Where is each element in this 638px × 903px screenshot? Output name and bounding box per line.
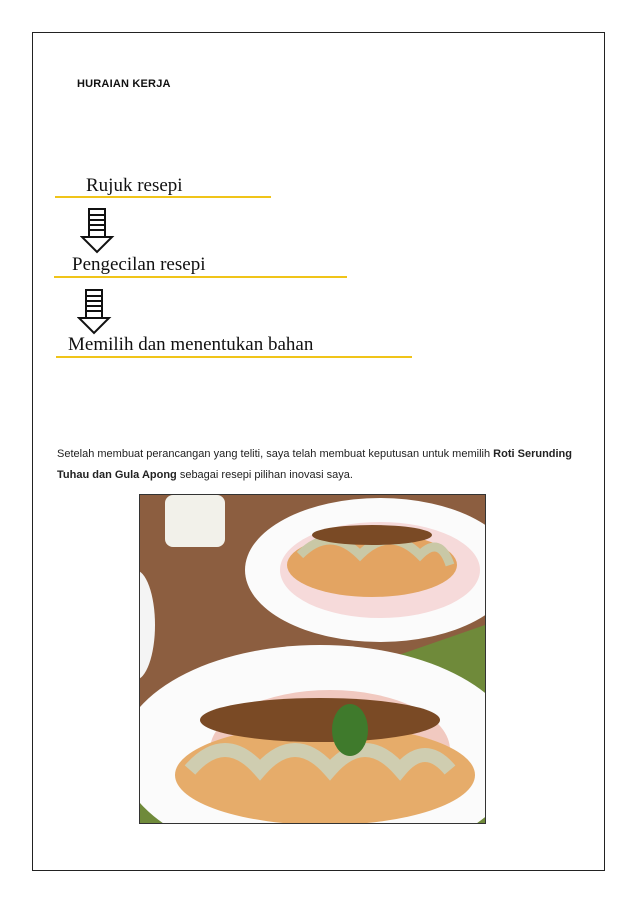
step-underline xyxy=(55,196,271,198)
step-underline xyxy=(54,276,347,278)
step-rujuk-resepi: Rujuk resepi xyxy=(86,175,183,196)
step-underline xyxy=(56,356,412,358)
down-arrow-icon xyxy=(80,208,116,254)
section-heading: HURAIAN KERJA xyxy=(77,78,171,90)
description-paragraph xyxy=(57,444,572,486)
food-photo xyxy=(139,494,486,824)
step-pengecilan-resepi: Pengecilan resepi xyxy=(72,254,206,275)
paragraph-text: sebagai resepi pilihan inovasi saya. xyxy=(176,469,353,481)
food-photo-image xyxy=(140,495,485,823)
step-memilih-bahan: Memilih dan menentukan bahan xyxy=(68,334,314,355)
paragraph-text: Setelah membuat perancangan yang teliti, saya telah membuat keputusan untuk memilih xyxy=(57,448,494,460)
down-arrow-icon xyxy=(77,289,113,335)
recipe-name: Roti Serunding Tuhau dan Gula Apong xyxy=(57,448,572,481)
